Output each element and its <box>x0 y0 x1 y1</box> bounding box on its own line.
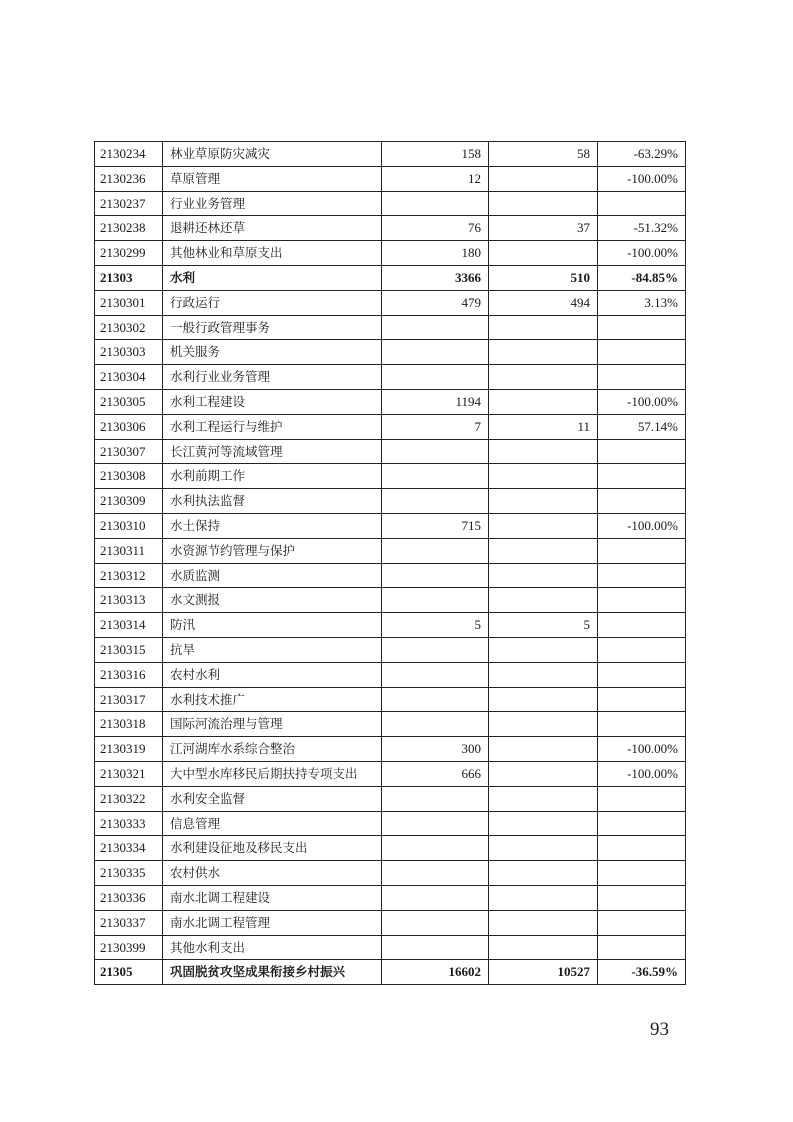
cell-current-value <box>489 563 598 588</box>
cell-name: 水利行业业务管理 <box>163 365 382 390</box>
cell-change-pct: -100.00% <box>598 241 686 266</box>
cell-current-value <box>489 737 598 762</box>
cell-prior-value: 479 <box>382 290 489 315</box>
cell-code: 2130335 <box>95 861 163 886</box>
cell-code: 2130304 <box>95 365 163 390</box>
cell-current-value <box>489 191 598 216</box>
cell-name: 其他水利支出 <box>163 935 382 960</box>
cell-prior-value <box>382 538 489 563</box>
table-row <box>95 513 686 538</box>
cell-current-value <box>489 365 598 390</box>
table-row <box>95 340 686 365</box>
cell-prior-value: 300 <box>382 737 489 762</box>
table-row <box>95 241 686 266</box>
cell-prior-value <box>382 563 489 588</box>
cell-prior-value <box>382 861 489 886</box>
cell-code: 2130302 <box>95 315 163 340</box>
cell-name: 水利工程建设 <box>163 389 382 414</box>
cell-code: 2130303 <box>95 340 163 365</box>
cell-code: 2130318 <box>95 712 163 737</box>
table-row <box>95 811 686 836</box>
cell-name: 防汛 <box>163 613 382 638</box>
cell-current-value <box>489 340 598 365</box>
cell-name: 南水北调工程管理 <box>163 910 382 935</box>
cell-current-value <box>489 885 598 910</box>
cell-current-value <box>489 935 598 960</box>
cell-change-pct <box>598 687 686 712</box>
cell-code: 2130334 <box>95 836 163 861</box>
table-row <box>95 910 686 935</box>
table-row <box>95 389 686 414</box>
table-row <box>95 439 686 464</box>
table-row <box>95 786 686 811</box>
cell-prior-value <box>382 340 489 365</box>
cell-code: 2130311 <box>95 538 163 563</box>
cell-change-pct: -100.00% <box>598 737 686 762</box>
cell-current-value <box>489 538 598 563</box>
cell-prior-value <box>382 464 489 489</box>
cell-change-pct <box>598 563 686 588</box>
table-row <box>95 637 686 662</box>
cell-name: 林业草原防灾减灾 <box>163 142 382 167</box>
cell-prior-value: 3366 <box>382 265 489 290</box>
cell-code: 2130307 <box>95 439 163 464</box>
cell-code: 2130333 <box>95 811 163 836</box>
cell-name: 江河湖库水系综合整治 <box>163 737 382 762</box>
table-row <box>95 588 686 613</box>
cell-name: 水利技术推广 <box>163 687 382 712</box>
cell-current-value <box>489 637 598 662</box>
cell-current-value <box>489 241 598 266</box>
cell-prior-value: 12 <box>382 166 489 191</box>
cell-change-pct <box>598 861 686 886</box>
cell-change-pct <box>598 315 686 340</box>
table-row <box>95 712 686 737</box>
cell-name: 行政运行 <box>163 290 382 315</box>
cell-current-value <box>489 489 598 514</box>
cell-prior-value <box>382 439 489 464</box>
cell-change-pct: -63.29% <box>598 142 686 167</box>
cell-current-value <box>489 761 598 786</box>
cell-change-pct: -100.00% <box>598 761 686 786</box>
cell-prior-value <box>382 885 489 910</box>
cell-current-value <box>489 166 598 191</box>
cell-change-pct: -100.00% <box>598 389 686 414</box>
cell-code: 2130305 <box>95 389 163 414</box>
cell-name: 水利安全监督 <box>163 786 382 811</box>
cell-change-pct <box>598 935 686 960</box>
cell-name: 水文测报 <box>163 588 382 613</box>
cell-current-value: 37 <box>489 216 598 241</box>
cell-current-value <box>489 662 598 687</box>
cell-current-value <box>489 439 598 464</box>
table-row <box>95 737 686 762</box>
cell-current-value <box>489 861 598 886</box>
table-row <box>95 464 686 489</box>
cell-name: 农村水利 <box>163 662 382 687</box>
cell-name: 退耕还林还草 <box>163 216 382 241</box>
cell-prior-value: 5 <box>382 613 489 638</box>
cell-current-value <box>489 786 598 811</box>
cell-code: 2130399 <box>95 935 163 960</box>
cell-current-value <box>489 389 598 414</box>
cell-name: 水资源节约管理与保护 <box>163 538 382 563</box>
table-row <box>95 761 686 786</box>
cell-current-value <box>489 588 598 613</box>
cell-change-pct <box>598 910 686 935</box>
cell-change-pct <box>598 613 686 638</box>
table-row <box>95 613 686 638</box>
cell-change-pct <box>598 662 686 687</box>
cell-code: 2130321 <box>95 761 163 786</box>
cell-prior-value <box>382 811 489 836</box>
cell-current-value: 510 <box>489 265 598 290</box>
cell-prior-value <box>382 910 489 935</box>
budget-table <box>94 141 686 985</box>
cell-current-value: 58 <box>489 142 598 167</box>
cell-current-value <box>489 687 598 712</box>
cell-name: 农村供水 <box>163 861 382 886</box>
cell-prior-value: 158 <box>382 142 489 167</box>
cell-prior-value <box>382 712 489 737</box>
cell-change-pct: -84.85% <box>598 265 686 290</box>
cell-change-pct: -51.32% <box>598 216 686 241</box>
table-row <box>95 935 686 960</box>
cell-code: 2130234 <box>95 142 163 167</box>
cell-prior-value: 180 <box>382 241 489 266</box>
cell-change-pct <box>598 489 686 514</box>
cell-prior-value: 1194 <box>382 389 489 414</box>
cell-code: 2130316 <box>95 662 163 687</box>
cell-code: 2130317 <box>95 687 163 712</box>
cell-prior-value <box>382 588 489 613</box>
cell-prior-value <box>382 315 489 340</box>
cell-change-pct <box>598 712 686 737</box>
cell-current-value: 5 <box>489 613 598 638</box>
cell-current-value: 10527 <box>489 960 598 985</box>
cell-change-pct: 3.13% <box>598 290 686 315</box>
table-row <box>95 365 686 390</box>
cell-change-pct <box>598 191 686 216</box>
cell-code: 2130337 <box>95 910 163 935</box>
cell-name: 长江黄河等流域管理 <box>163 439 382 464</box>
table-row <box>95 687 686 712</box>
table-row-category <box>95 960 686 985</box>
cell-name: 巩固脱贫攻坚成果衔接乡村振兴 <box>163 960 382 985</box>
cell-name: 水利 <box>163 265 382 290</box>
cell-code: 21305 <box>95 960 163 985</box>
cell-prior-value <box>382 836 489 861</box>
cell-name: 国际河流治理与管理 <box>163 712 382 737</box>
cell-code: 2130236 <box>95 166 163 191</box>
cell-prior-value <box>382 786 489 811</box>
cell-change-pct <box>598 365 686 390</box>
cell-prior-value <box>382 662 489 687</box>
cell-current-value: 494 <box>489 290 598 315</box>
cell-prior-value: 7 <box>382 414 489 439</box>
cell-name: 机关服务 <box>163 340 382 365</box>
cell-code: 2130306 <box>95 414 163 439</box>
cell-change-pct <box>598 340 686 365</box>
cell-current-value <box>489 464 598 489</box>
cell-code: 2130312 <box>95 563 163 588</box>
cell-change-pct <box>598 588 686 613</box>
cell-code: 2130237 <box>95 191 163 216</box>
table-row <box>95 315 686 340</box>
cell-prior-value <box>382 489 489 514</box>
cell-name: 水利建设征地及移民支出 <box>163 836 382 861</box>
cell-name: 大中型水库移民后期扶持专项支出 <box>163 761 382 786</box>
cell-prior-value <box>382 191 489 216</box>
cell-name: 草原管理 <box>163 166 382 191</box>
cell-code: 2130301 <box>95 290 163 315</box>
cell-prior-value <box>382 637 489 662</box>
table-row <box>95 166 686 191</box>
cell-name: 水土保持 <box>163 513 382 538</box>
cell-name: 一般行政管理事务 <box>163 315 382 340</box>
cell-prior-value <box>382 365 489 390</box>
table-row <box>95 290 686 315</box>
table-row <box>95 538 686 563</box>
cell-name: 水利前期工作 <box>163 464 382 489</box>
cell-code: 2130336 <box>95 885 163 910</box>
cell-code: 2130308 <box>95 464 163 489</box>
cell-current-value <box>489 836 598 861</box>
table-row <box>95 142 686 167</box>
table-row <box>95 885 686 910</box>
cell-change-pct <box>598 885 686 910</box>
cell-prior-value: 16602 <box>382 960 489 985</box>
cell-current-value <box>489 811 598 836</box>
cell-name: 信息管理 <box>163 811 382 836</box>
cell-current-value <box>489 513 598 538</box>
cell-change-pct <box>598 538 686 563</box>
cell-current-value <box>489 712 598 737</box>
cell-change-pct: -100.00% <box>598 166 686 191</box>
cell-change-pct <box>598 786 686 811</box>
table-row <box>95 414 686 439</box>
table-row <box>95 563 686 588</box>
cell-name: 其他林业和草原支出 <box>163 241 382 266</box>
page-number: 93 <box>650 1019 669 1040</box>
cell-name: 南水北调工程建设 <box>163 885 382 910</box>
cell-code: 21303 <box>95 265 163 290</box>
cell-current-value <box>489 910 598 935</box>
cell-change-pct <box>598 637 686 662</box>
cell-name: 水利执法监督 <box>163 489 382 514</box>
cell-code: 2130299 <box>95 241 163 266</box>
table-row <box>95 191 686 216</box>
cell-code: 2130238 <box>95 216 163 241</box>
table-row <box>95 861 686 886</box>
cell-code: 2130309 <box>95 489 163 514</box>
table-row-category <box>95 265 686 290</box>
cell-prior-value <box>382 687 489 712</box>
cell-name: 行业业务管理 <box>163 191 382 216</box>
cell-change-pct: -36.59% <box>598 960 686 985</box>
cell-name: 抗旱 <box>163 637 382 662</box>
cell-change-pct: 57.14% <box>598 414 686 439</box>
cell-change-pct <box>598 836 686 861</box>
cell-prior-value: 666 <box>382 761 489 786</box>
cell-code: 2130319 <box>95 737 163 762</box>
cell-change-pct <box>598 439 686 464</box>
table-row <box>95 662 686 687</box>
cell-current-value: 11 <box>489 414 598 439</box>
table-row <box>95 836 686 861</box>
table-row <box>95 489 686 514</box>
cell-code: 2130313 <box>95 588 163 613</box>
budget-table-body <box>95 142 686 985</box>
cell-code: 2130315 <box>95 637 163 662</box>
table-row <box>95 216 686 241</box>
cell-name: 水利工程运行与维护 <box>163 414 382 439</box>
cell-code: 2130314 <box>95 613 163 638</box>
cell-change-pct <box>598 811 686 836</box>
cell-current-value <box>489 315 598 340</box>
cell-prior-value: 76 <box>382 216 489 241</box>
cell-code: 2130310 <box>95 513 163 538</box>
cell-name: 水质监测 <box>163 563 382 588</box>
cell-prior-value: 715 <box>382 513 489 538</box>
cell-change-pct: -100.00% <box>598 513 686 538</box>
cell-code: 2130322 <box>95 786 163 811</box>
cell-prior-value <box>382 935 489 960</box>
cell-change-pct <box>598 464 686 489</box>
